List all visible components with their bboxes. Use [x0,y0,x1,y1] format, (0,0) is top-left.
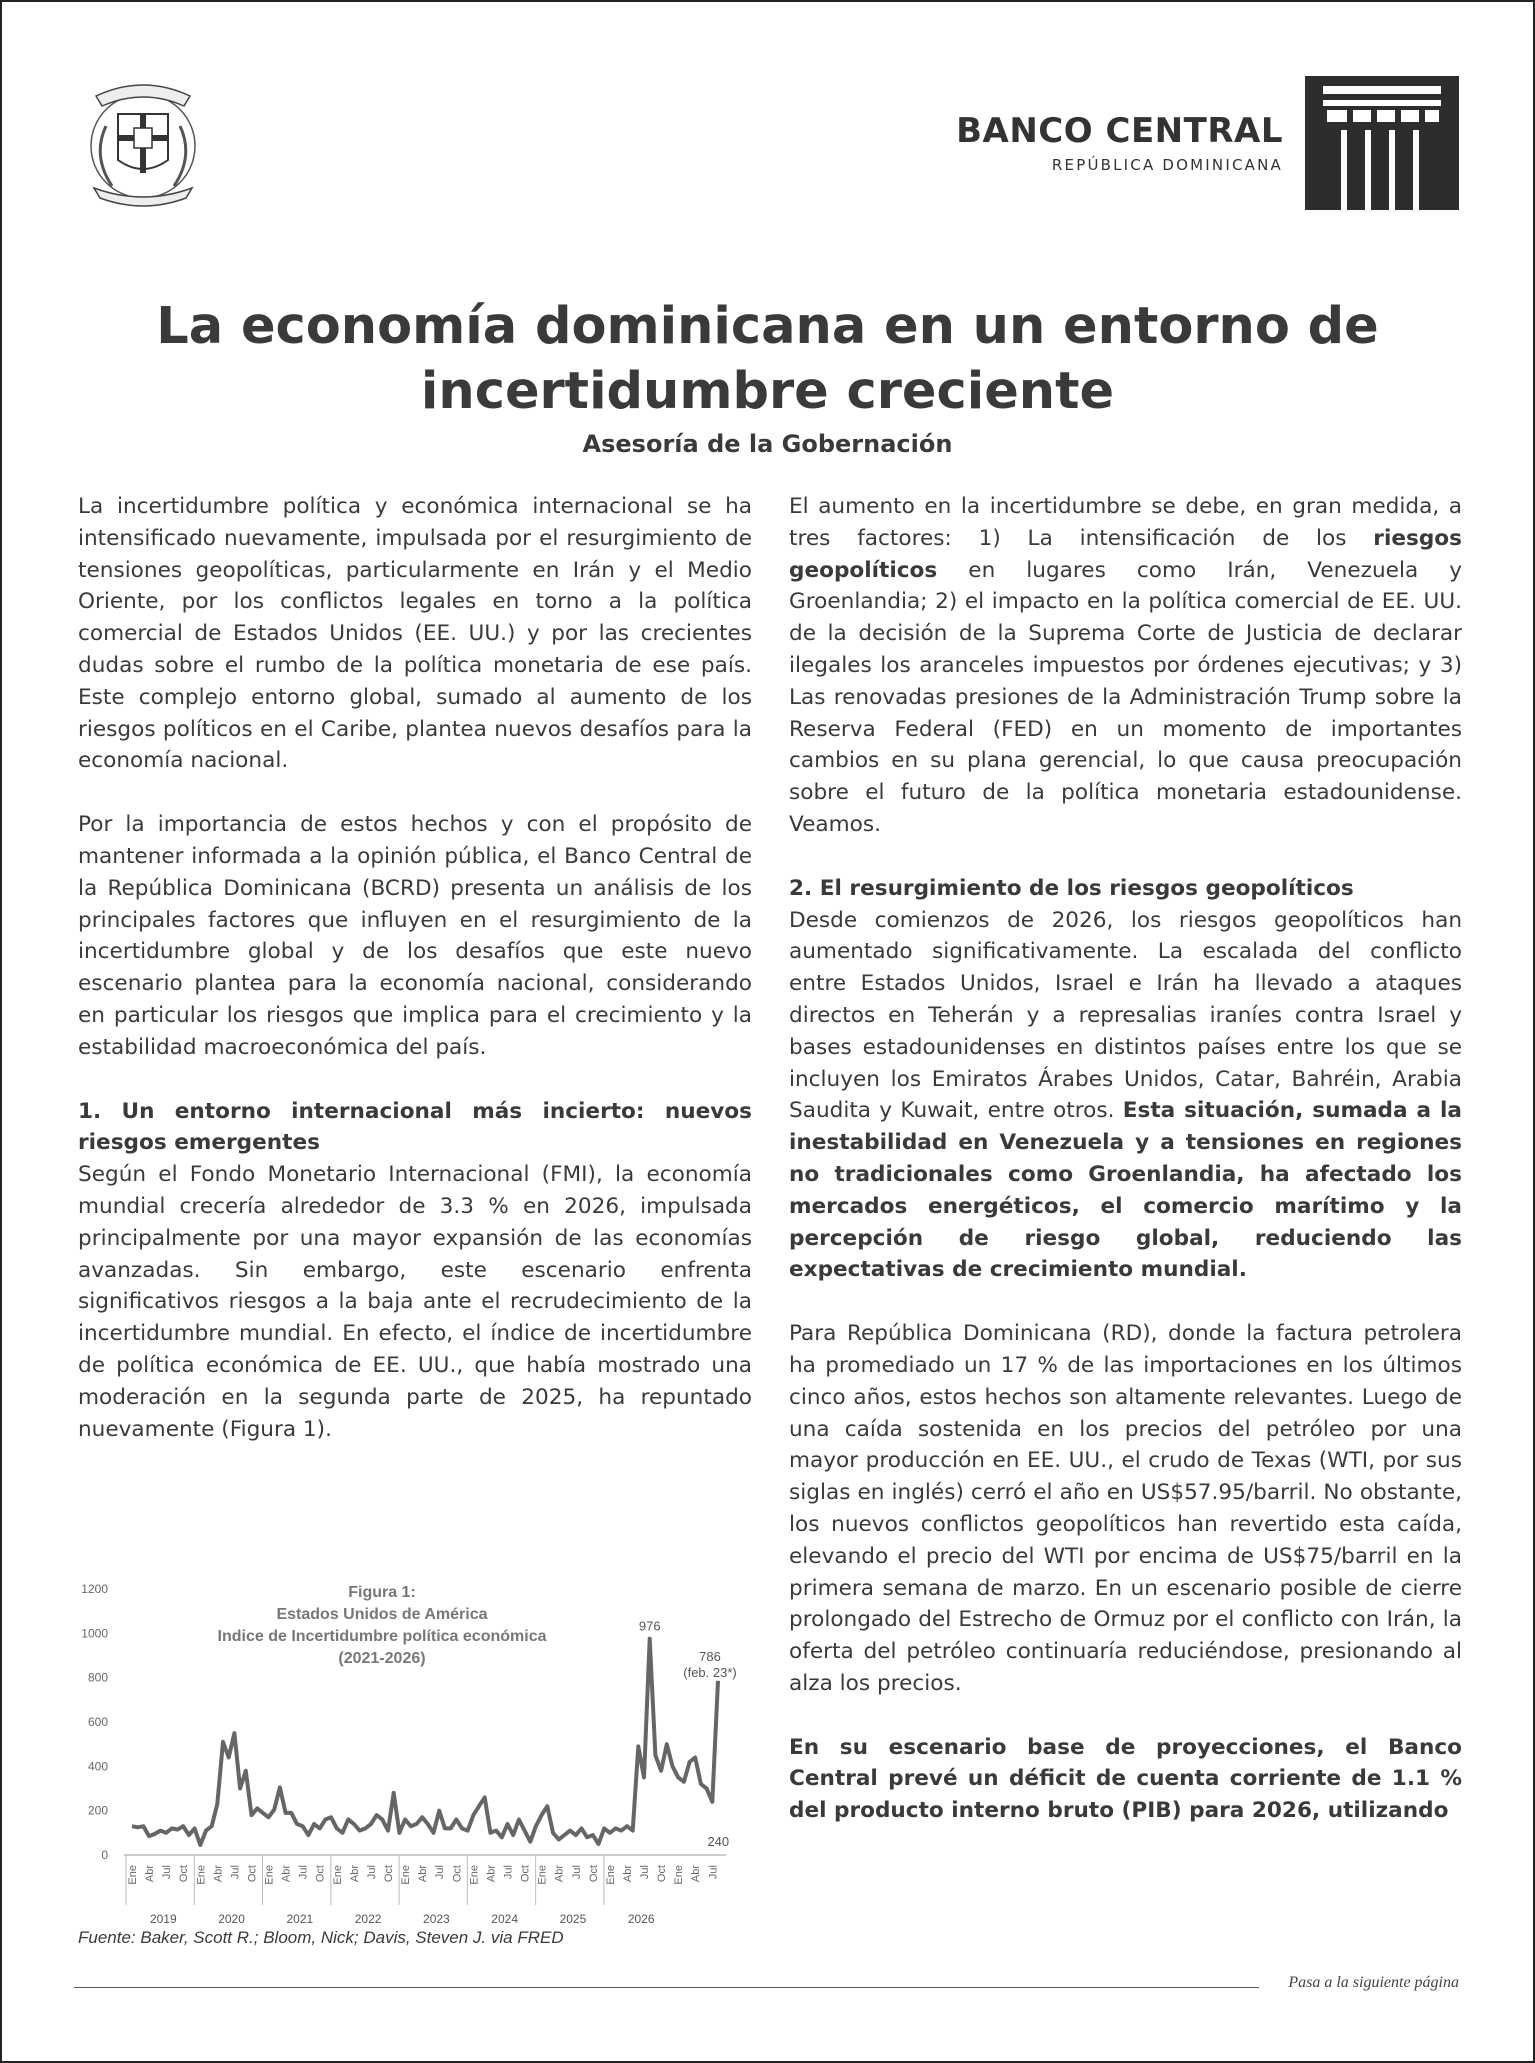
x-tick-label: Ene [536,1865,549,1885]
bank-building-logo-icon [1305,76,1459,210]
x-tick-label: Jul [502,1865,515,1880]
x-tick-label: Oct [314,1865,327,1883]
paragraph [789,491,1462,841]
x-tick-label: Oct [519,1865,532,1883]
text-run: El aumento en la incertidumbre se debe, en gran medida, a tres factores: 1) La intensificación de los [789,494,1462,551]
year-label: 2023 [423,1912,450,1926]
left-column [78,491,752,1445]
x-tick-label: Abr [553,1865,566,1883]
x-tick-label: Oct [246,1865,259,1883]
x-tick-label: Jul [229,1865,242,1880]
continue-note: Pasa a la siguiente página [1288,1974,1459,1991]
chart-subtitle: Indice de Incertidumbre política económica [217,1628,547,1645]
right-column [789,491,1462,1827]
y-tick-label: 0 [101,1848,108,1862]
chart-subtitle: (2021-2026) [338,1650,426,1667]
paragraph [789,905,1462,1287]
x-tick-label: Oct [383,1865,396,1883]
x-tick-label: Abr [621,1865,634,1883]
footer-divider [74,1987,1259,1988]
x-tick-label: Oct [656,1865,669,1883]
annotation-last: 786 [699,1648,721,1664]
year-label: 2022 [354,1912,382,1926]
text-run-bold: Esta situación, sumada a la inestabilidad en Venezuela y a tensiones en regiones no tradicionales como Groenlandia, ha afectado los mercados energéticos, el comercio marítimo y la percepción de riesgo global, reduciendo las expectativas de crecimiento mundial. [789,1098,1462,1283]
brand [956,112,1283,174]
x-tick-label: Abr [212,1865,225,1883]
text-run-bold: riesgos geopolíticos [789,525,1462,583]
x-tick-label: Abr [485,1865,498,1883]
year-label: 2025 [559,1912,587,1926]
x-tick-label: Ene [468,1865,481,1885]
year-label: 2021 [286,1912,314,1926]
year-label: 2024 [491,1912,519,1926]
year-label: 2026 [627,1912,655,1926]
text-run: Desde comienzos de 2026, los riesgos geopolíticos han aumentado significativamente. La escalada del conflicto entre Estados Unidos, Israel e Irán ha llevado a ataques directos en Teherán y a represalias iraníes contra Israel y bases estadounidenses en distintos países entre los que se incluyen los Emiratos Árabes Unidos, Catar, Bahréin, Arabia Saudita y Kuwait, entre otros. [789,907,1462,1124]
x-tick-label: Jul [297,1865,310,1880]
section-heading: 1. Un entorno internacional más incierto: nuevos riesgos emergentes [78,1098,752,1156]
chart-source: Fuente: Baker, Scott R.; Bloom, Nick; Davis, Steven J. via FRED [78,1928,564,1947]
page-title: La economía dominicana en un entorno de incertidumbre creciente [156,297,1379,421]
y-tick-label: 600 [87,1715,108,1729]
coat-of-arms-icon [76,76,210,210]
x-tick-label: Ene [331,1865,344,1885]
y-tick-label: 200 [87,1803,108,1818]
paragraph: Para República Dominicana (RD), donde la factura petrolera ha promediado un 17 % de las importaciones en los últimos cinco años, estos hechos son altamente relevantes. Luego de una caída sostenida en los precios del petróleo por una mayor producción en EE. UU., el crudo de Texas (WTI, por sus siglas en inglés) cerró el año en US$57.95/barril. No obstante, los nuevos conflictos geopolíticos han revertido esta caída, elevando el precio del WTI por encima de US$75/barril en la primera semana de marzo. En un escenario posible de cierre prolongado del Estrecho de Ormuz por el conflicto con Irán, la oferta del petróleo continuaría reduciéndose, presionando al alza los precios. [789,1321,1462,1696]
paragraph: La incertidumbre política y económica internacional se ha intensificado nuevamente, impulsada por el resurgimiento de tensiones geopolíticas, particularmente en Irán y el Medio Oriente, por los conflictos legales en torno a la política comercial de Estados Unidos (EE. UU.) y por las crecientes dudas sobre el rumbo de la política monetaria de ese país. Este complejo entorno global, sumado al aumento de los riesgos políticos en el Caribe, plantea nuevos desafíos para la economía nacional. [78,494,752,774]
chart-subtitle: Estados Unidos de América [276,1606,488,1623]
y-tick-label: 800 [87,1670,108,1685]
paragraph: Por la importancia de estos hechos y con el propósito de mantener informada a la opinión pública, el Banco Central de la República Dominicana (BCRD) presenta un análisis de los principales factores que influyen en el resurgimiento de la incertidumbre global y de los desafíos que este nuevo escenario plantea para la economía nacional, considerando en particular los riesgos que implica para el crecimiento y la estabilidad macroeconómica del país. [78,812,752,1060]
x-tick-label: Ene [604,1865,617,1885]
x-tick-label: Abr [144,1865,157,1883]
x-tick-label: Ene [263,1865,276,1885]
x-tick-label: Oct [587,1865,600,1883]
y-tick-label: 400 [87,1759,108,1774]
x-tick-label: Jul [434,1865,447,1880]
x-tick-label: Jul [639,1865,652,1880]
annotation-last-note: (feb. 23*) [683,1664,737,1680]
annotation-peak: 976 [638,1618,661,1634]
annotation-trough: 240 [707,1833,730,1849]
author-line: Asesoría de la Gobernación [582,430,953,458]
paragraph: En su escenario base de proyecciones, el Banco Central prevé un déficit de cuenta corriente de 1.1 % del producto interno bruto (PIB) para 2026, utilizando [789,1734,1462,1824]
x-tick-label: Abr [348,1865,361,1883]
brand-name: BANCO CENTRAL [956,111,1283,151]
y-tick-label: 1000 [81,1626,108,1641]
x-tick-label: Jul [161,1865,174,1880]
uncertainty-index-chart [74,1575,754,1927]
x-tick-label: Jul [707,1865,720,1880]
x-tick-label: Jul [570,1865,583,1880]
x-tick-label: Ene [127,1865,139,1885]
paragraph: Según el Fondo Monetario Internacional (FMI), la economía mundial crecería alrededor de 3.3 % en 2026, impulsada principalmente por una mayor expansión de las economías avanzadas. Sin embargo, este escenario enfrenta significativos riesgos a la baja ante el recrudecimiento de la incertidumbre mundial. En efecto, el índice de incertidumbre de política económica de EE. UU., que había mostrado una moderación en la segunda parte de 2025, ha repuntado nuevamente (Figura 1). [78,1162,752,1442]
year-label: 2019 [149,1912,177,1926]
y-tick-label: 1200 [81,1582,108,1596]
x-tick-label: Oct [451,1865,464,1883]
x-tick-label: Abr [417,1865,430,1883]
x-tick-label: Ene [195,1865,208,1885]
x-tick-label: Ene [400,1865,413,1885]
x-tick-label: Abr [690,1865,703,1883]
x-tick-label: Jul [365,1865,378,1880]
chart-title: Figura 1: [348,1584,416,1601]
brand-subtitle: REPÚBLICA DOMINICANA [1051,156,1283,174]
x-tick-label: Ene [673,1865,686,1885]
series-line [132,1639,718,1845]
x-tick-label: Oct [178,1865,191,1883]
text-run: en lugares como Irán, Venezuela y Groenlandia; 2) el impacto en la política comercial de EE. UU. de la decisión de la Suprema Corte de Justicia de declarar ilegales los aranceles impuestos por órdenes ejecutivas; y 3) Las renovadas presiones de la Administración Trump sobre la Reserva Federal (FED) en un momento de importantes cambios en su plana gerencial, lo que causa preocupación sobre el futuro de la política monetaria estadounidense. Veamos. [789,557,1462,837]
x-tick-label: Abr [280,1865,293,1883]
section-heading: 2. El resurgimiento de los riesgos geopolíticos [789,875,1354,901]
year-label: 2020 [218,1912,245,1926]
